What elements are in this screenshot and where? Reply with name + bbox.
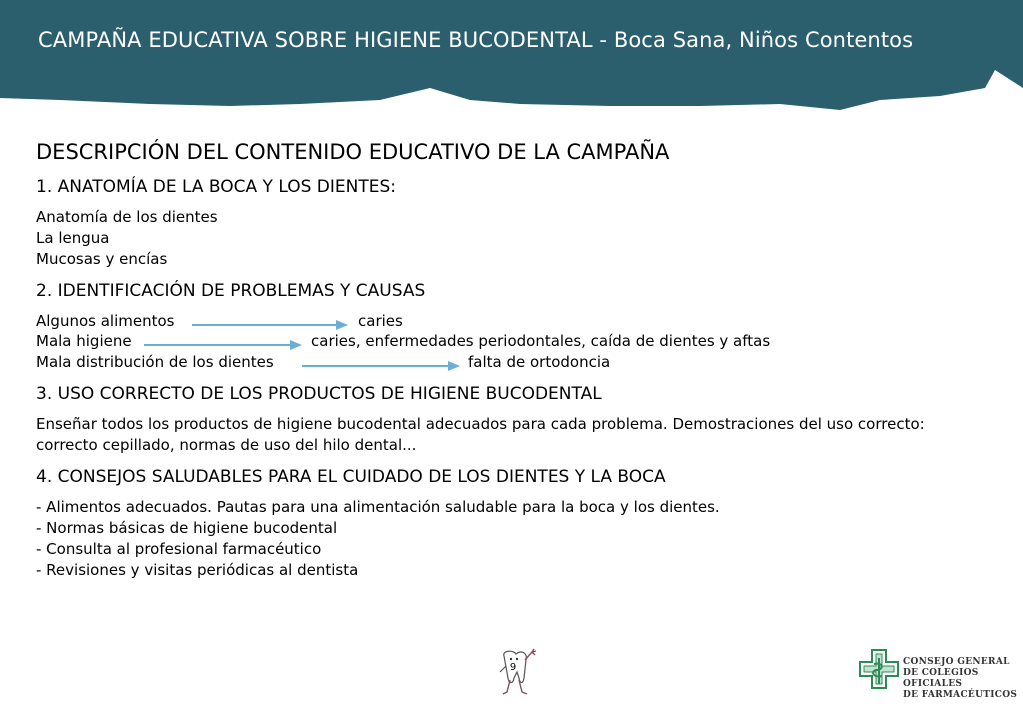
cause-label: Mala higiene	[36, 332, 132, 350]
header-banner	[0, 0, 1023, 120]
effect-label: caries, enfermedades periodontales, caída de dientes y aftas	[311, 332, 771, 350]
tooth-mascot-icon	[498, 648, 544, 698]
logo-line: DE COLEGIOS OFICIALES	[903, 668, 979, 689]
paragraph-line: Enseñar todos los productos de higiene bucodental adecuados para cada problema. Demostraciones del uso correcto:	[36, 415, 925, 433]
list-item: Anatomía de los dientes	[36, 208, 218, 226]
paragraph-line: correcto cepillado, normas de uso del hilo dental...	[36, 436, 417, 454]
page-title: DESCRIPCIÓN DEL CONTENIDO EDUCATIVO DE LA CAMPAÑA	[36, 140, 670, 164]
arrow-icon	[190, 318, 350, 332]
section-heading-products: 3. USO CORRECTO DE LOS PRODUCTOS DE HIGIENE BUCODENTAL	[36, 384, 602, 404]
cause-label: Algunos alimentos	[36, 312, 175, 330]
cause-label: Mala distribución de los dientes	[36, 353, 274, 371]
logo-line: CONSEJO GENERAL	[903, 657, 1010, 667]
page-number: 9	[509, 662, 517, 673]
list-item: - Alimentos adecuados. Pautas para una alimentación saludable para la boca y los dientes.	[36, 498, 720, 516]
arrow-icon	[142, 338, 304, 352]
list-item: - Revisiones y visitas periódicas al dentista	[36, 561, 359, 579]
arrow-icon	[300, 359, 462, 373]
logo-line: DE FARMACÉUTICOS	[903, 690, 1018, 700]
list-item: La lengua	[36, 229, 110, 247]
pharmacy-cross-icon	[860, 650, 898, 688]
section-heading-advice: 4. CONSEJOS SALUDABLES PARA EL CUIDADO DE LOS DIENTES Y LA BOCA	[36, 467, 666, 487]
list-item: - Consulta al profesional farmacéutico	[36, 540, 322, 558]
effect-label: caries	[358, 312, 403, 330]
banner-shape	[0, 0, 1023, 120]
section-heading-anatomy: 1. ANATOMÍA DE LA BOCA Y LOS DIENTES:	[36, 177, 396, 197]
logo-text	[903, 657, 1023, 701]
effect-label: falta de ortodoncia	[468, 353, 611, 371]
header-title: CAMPAÑA EDUCATIVA SOBRE HIGIENE BUCODENTAL - Boca Sana, Niños Contentos	[38, 28, 914, 52]
list-item: - Normas básicas de higiene bucodental	[36, 519, 338, 537]
section-heading-problems: 2. IDENTIFICACIÓN DE PROBLEMAS Y CAUSAS	[36, 281, 426, 301]
list-item: Mucosas y encías	[36, 250, 168, 268]
